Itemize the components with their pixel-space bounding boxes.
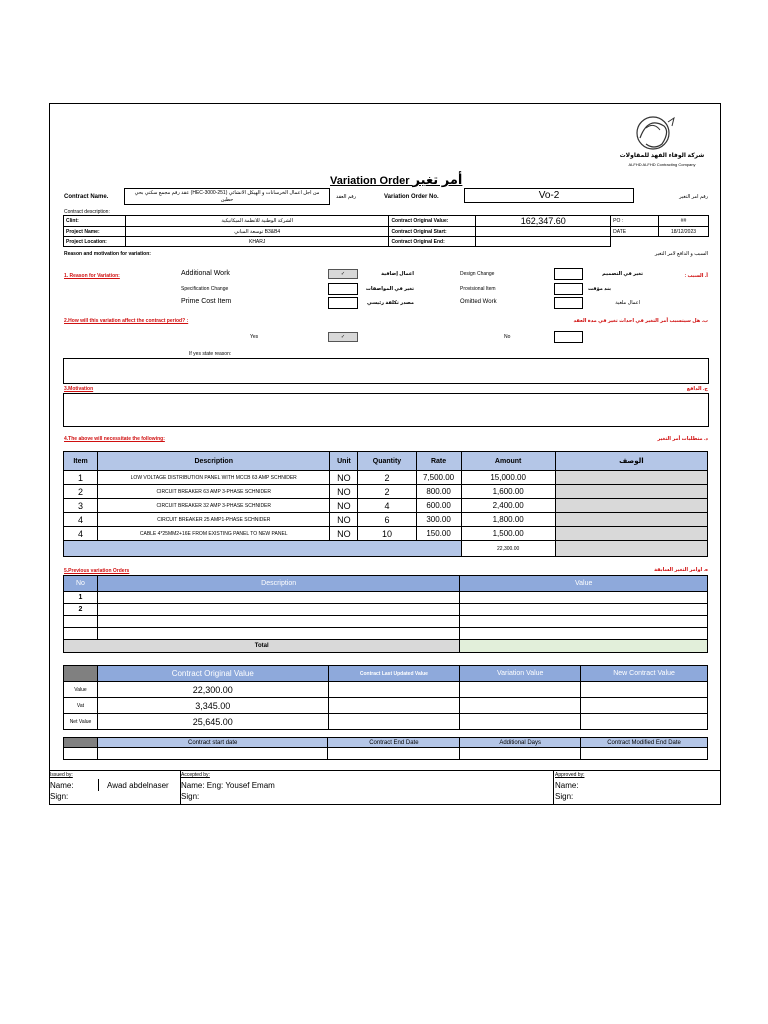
section4-title: 4.The above will necessitate the following: <box>64 436 165 442</box>
logo-emblem <box>618 108 708 178</box>
accepted-sign-label: Sign: <box>181 792 200 801</box>
prev-desc <box>97 616 459 628</box>
po-value: ## <box>659 216 709 227</box>
section3-title-ar: ج. الدافع <box>686 386 708 392</box>
dates-table <box>63 737 708 760</box>
state-reason-field[interactable] <box>63 358 709 384</box>
option-spec-change-label: Specification Change <box>181 286 229 292</box>
prev-value <box>460 628 708 640</box>
section3-title: 3.Motivation <box>64 386 94 392</box>
page-title-ar: أمر تغير <box>412 172 463 187</box>
option-omitted-checkbox[interactable] <box>554 297 583 309</box>
item-qty: 2 <box>358 485 416 499</box>
vo-no-ar: رقم امر التغير <box>679 194 708 200</box>
values-cell <box>328 698 460 714</box>
values-row-value: 22,300.00 <box>97 682 328 698</box>
item-rate: 150.00 <box>416 527 461 541</box>
vo-no-label: Variation Order No. <box>384 194 439 200</box>
reason-ar: السبب و الدافع لامر التغير <box>654 251 708 257</box>
section1-title-ar: أ. السبب : <box>684 273 708 279</box>
dates-cell <box>328 748 460 760</box>
items-table <box>63 451 708 557</box>
original-start-label: Contract Original Start: <box>389 227 476 237</box>
values-cell <box>460 714 581 730</box>
issued-name-divider <box>98 779 99 791</box>
item-unit: NO <box>330 471 358 485</box>
vo-no-value: Vo-2 <box>538 190 560 201</box>
item-amount: 1,800.00 <box>461 513 555 527</box>
date-label: DATE <box>611 227 659 237</box>
option-omitted-ar: اعمال ملغية <box>615 300 640 306</box>
state-reason-label: If yes state reason: <box>189 351 232 357</box>
item-qty: 6 <box>358 513 416 527</box>
issued-name-value: Awad abdelnaser <box>107 781 169 790</box>
dates-cell <box>97 748 328 760</box>
item-no: 1 <box>64 471 98 485</box>
values-row-value: 25,645.00 <box>97 714 328 730</box>
item-unit: NO <box>330 499 358 513</box>
option-prime-cost-label: Prime Cost Item <box>181 298 232 305</box>
option-prime-cost-checkbox[interactable] <box>328 297 358 309</box>
option-provisional-ar: بند مؤقت <box>588 286 611 292</box>
table-row <box>64 471 708 485</box>
section5-title-ar: ه. اوامر التغير السابقة <box>654 567 708 573</box>
item-no: 4 <box>64 513 98 527</box>
check-mark-icon: ✓ <box>340 271 346 277</box>
item-amount: 15,000.00 <box>461 471 555 485</box>
reason-label: Reason and motivation for variation: <box>64 251 151 257</box>
original-start-value <box>476 227 611 237</box>
table-row <box>64 748 708 760</box>
values-row-label: Vat <box>64 698 98 714</box>
dates-header-additional: Additional Days <box>460 738 581 748</box>
original-value: 162,347.60 <box>476 216 611 227</box>
approved-sign-label: Sign: <box>555 792 574 801</box>
item-qty: 10 <box>358 527 416 541</box>
item-no: 3 <box>64 499 98 513</box>
blank-cell <box>659 237 709 247</box>
items-header-unit: Unit <box>330 452 358 471</box>
items-header-item: Item <box>64 452 98 471</box>
option-additional-work-ar: اعمال إضافية <box>381 271 414 277</box>
accepted-name: Name: Eng: Yousef Emam <box>181 781 275 790</box>
item-unit: NO <box>330 527 358 541</box>
vo-no-field[interactable] <box>464 188 634 203</box>
prev-value <box>460 616 708 628</box>
table-row <box>64 698 708 714</box>
client-value: الشركة الوطنية للانظمة الميكانيكية <box>125 216 388 227</box>
prev-no <box>64 616 98 628</box>
items-total-ar <box>555 541 707 557</box>
table-row <box>64 513 708 527</box>
table-row <box>64 604 708 616</box>
contract-name-label: Contract Name. <box>64 194 109 200</box>
prev-total-row <box>64 640 708 653</box>
values-row-label: Net Value <box>64 714 98 730</box>
contract-name-value: من اجل اعمال الخرسانات و الهيكل الانشائي (HEC-3000-251) عقد رقم مجمع سكني بحي حطين <box>134 190 320 203</box>
table-row <box>64 616 708 628</box>
item-desc-ar <box>555 485 707 499</box>
blank-cell <box>611 237 659 247</box>
items-total-spacer <box>64 541 462 557</box>
values-table <box>63 665 708 730</box>
prev-value <box>460 592 708 604</box>
dates-header-start: Contract start date <box>97 738 328 748</box>
yes-checkbox[interactable] <box>328 332 358 342</box>
values-header-last-updated: Contract Last Updated Value <box>328 666 460 682</box>
table-row <box>64 485 708 499</box>
item-amount: 1,500.00 <box>461 527 555 541</box>
table-row <box>64 628 708 640</box>
item-desc: CIRCUIT BREAKER 63 AMP 3-PHASE SCHNIDER <box>98 485 330 499</box>
issued-by-label: Issued by: <box>50 772 73 778</box>
table-row <box>64 499 708 513</box>
item-desc-ar <box>555 527 707 541</box>
section4-title-ar: د. متطلبات أمر التغير <box>657 436 708 442</box>
items-header-description: Description <box>98 452 330 471</box>
prev-no: 2 <box>64 604 98 616</box>
item-unit: NO <box>330 513 358 527</box>
signature-divider <box>49 770 721 771</box>
section1-title: 1. Reason for Variation: <box>64 273 120 279</box>
item-desc-ar <box>555 499 707 513</box>
option-spec-change-ar: تغير في المواصفات <box>365 286 414 292</box>
option-omitted-label: Omitted Work <box>460 299 497 305</box>
dates-cell <box>460 748 581 760</box>
po-label: PO : <box>611 216 659 227</box>
table-row <box>64 527 708 541</box>
item-desc: CABLE 4*25MM2+16E FROM EXISTING PANEL TO NEW PANEL <box>98 527 330 541</box>
item-desc-ar <box>555 513 707 527</box>
items-total: 22,300.00 <box>461 541 555 557</box>
dates-cell <box>581 748 708 760</box>
no-checkbox[interactable] <box>554 331 583 343</box>
item-qty: 2 <box>358 471 416 485</box>
item-no: 4 <box>64 527 98 541</box>
prev-no: 1 <box>64 592 98 604</box>
items-header-amount: Amount <box>461 452 555 471</box>
values-cell <box>581 714 708 730</box>
items-header-rate: Rate <box>416 452 461 471</box>
company-name-en: ALFHD ALFHD Contracting Company <box>628 162 696 167</box>
item-unit: NO <box>330 485 358 499</box>
contract-info-table <box>63 215 709 247</box>
option-additional-work-checkbox[interactable] <box>328 269 358 279</box>
values-corner <box>64 666 98 682</box>
original-end-label: Contract Original End: <box>389 237 476 247</box>
prev-no <box>64 628 98 640</box>
item-amount: 1,600.00 <box>461 485 555 499</box>
approved-by-label: Approved by: <box>555 772 585 778</box>
values-cell <box>460 698 581 714</box>
check-mark-icon: ✓ <box>340 334 346 340</box>
values-cell <box>460 682 581 698</box>
option-design-change-checkbox[interactable] <box>554 268 583 280</box>
contract-no-ar: رقم العقد <box>336 194 356 200</box>
option-provisional-label: Provisional Item <box>460 286 496 292</box>
section2-title-ar: ب. هل سيتسبب أمر التغير في احداث تغير في مدة العقد <box>573 318 708 324</box>
prev-header-no: No <box>64 576 98 592</box>
company-logo <box>618 108 708 178</box>
values-cell <box>581 698 708 714</box>
prev-total-value <box>460 640 708 653</box>
project-location-value: KHARJ <box>125 237 388 247</box>
previous-vo-table <box>63 575 708 653</box>
page-title-en: Variation Order <box>330 175 410 187</box>
item-qty: 4 <box>358 499 416 513</box>
items-total-row <box>64 541 708 557</box>
values-row-value: 3,345.00 <box>97 698 328 714</box>
prev-value <box>460 604 708 616</box>
prev-desc <box>97 628 459 640</box>
client-label: Clint: <box>64 216 126 227</box>
prev-header-description: Description <box>97 576 459 592</box>
no-label: No <box>504 334 511 340</box>
values-cell <box>328 682 460 698</box>
page-title <box>330 172 462 188</box>
option-additional-work-label: Additional Work <box>181 270 230 277</box>
item-desc: LOW VOLTAGE DISTRIBUTION PANEL WITH MCCB 63 AMP SCHNIDER <box>98 471 330 485</box>
values-header-new: New Contract Value <box>581 666 708 682</box>
option-prime-cost-ar: مصدر تكلفة رئيسي <box>367 300 414 306</box>
section5-title: 5.Previous variation Orders <box>64 568 130 574</box>
contract-name-field[interactable] <box>124 188 330 205</box>
item-desc-ar <box>555 471 707 485</box>
motivation-field[interactable] <box>63 393 709 427</box>
project-name-value: B3&B4 توسعة المباني <box>125 227 388 237</box>
items-header-quantity: Quantity <box>358 452 416 471</box>
original-end-value <box>476 237 611 247</box>
option-design-change-ar: تغير في التصميم <box>602 271 643 277</box>
prev-desc <box>97 592 459 604</box>
table-row <box>64 592 708 604</box>
prev-desc <box>97 604 459 616</box>
project-name-label: Project Name: <box>64 227 126 237</box>
option-spec-change-checkbox[interactable] <box>328 283 358 295</box>
signature-col-divider <box>553 770 554 805</box>
values-header-variation: Variation Value <box>460 666 581 682</box>
prev-total-label: Total <box>64 640 460 653</box>
project-location-label: Project Location: <box>64 237 126 247</box>
dates-corner <box>64 738 98 748</box>
item-rate: 600.00 <box>416 499 461 513</box>
option-design-change-label: Design Change <box>460 271 495 277</box>
values-cell <box>581 682 708 698</box>
table-row <box>64 682 708 698</box>
issued-sign-label: Sign: <box>50 792 69 801</box>
values-header-original: Contract Original Value <box>97 666 328 682</box>
yes-label: Yes <box>250 334 259 340</box>
item-no: 2 <box>64 485 98 499</box>
prev-header-value: Value <box>460 576 708 592</box>
section2-title: 2.How will this variation affect the contract period? : <box>64 318 189 324</box>
date-value: 18/12/2023 <box>659 227 709 237</box>
original-value-label: Contract Original Value: <box>389 216 476 227</box>
items-header-desc-ar: الوصف <box>555 452 707 471</box>
item-rate: 7,500.00 <box>416 471 461 485</box>
item-rate: 300.00 <box>416 513 461 527</box>
item-amount: 2,400.00 <box>461 499 555 513</box>
dates-header-end: Contract End Date <box>328 738 460 748</box>
dates-cell <box>64 748 98 760</box>
values-cell <box>328 714 460 730</box>
item-desc: CIRCUIT BREAKER 32 AMP 3-PHASE SCHNIDER <box>98 499 330 513</box>
approved-name: Name: <box>555 781 579 790</box>
table-row <box>64 714 708 730</box>
dates-header-modified: Contract Modified End Date <box>581 738 708 748</box>
contract-description-label: Contract description: <box>64 209 110 215</box>
option-provisional-checkbox[interactable] <box>554 283 583 295</box>
issued-name-label: Name: <box>50 781 74 790</box>
values-row-label: Value <box>64 682 98 698</box>
item-rate: 800.00 <box>416 485 461 499</box>
accepted-by-label: Accepted by: <box>181 772 210 778</box>
company-name-ar: شركة الوفاء الفهد للمقاولات <box>619 153 705 159</box>
item-desc: CIRCUIT BREAKER 25 AMP1-PHASE SCHNIDER <box>98 513 330 527</box>
